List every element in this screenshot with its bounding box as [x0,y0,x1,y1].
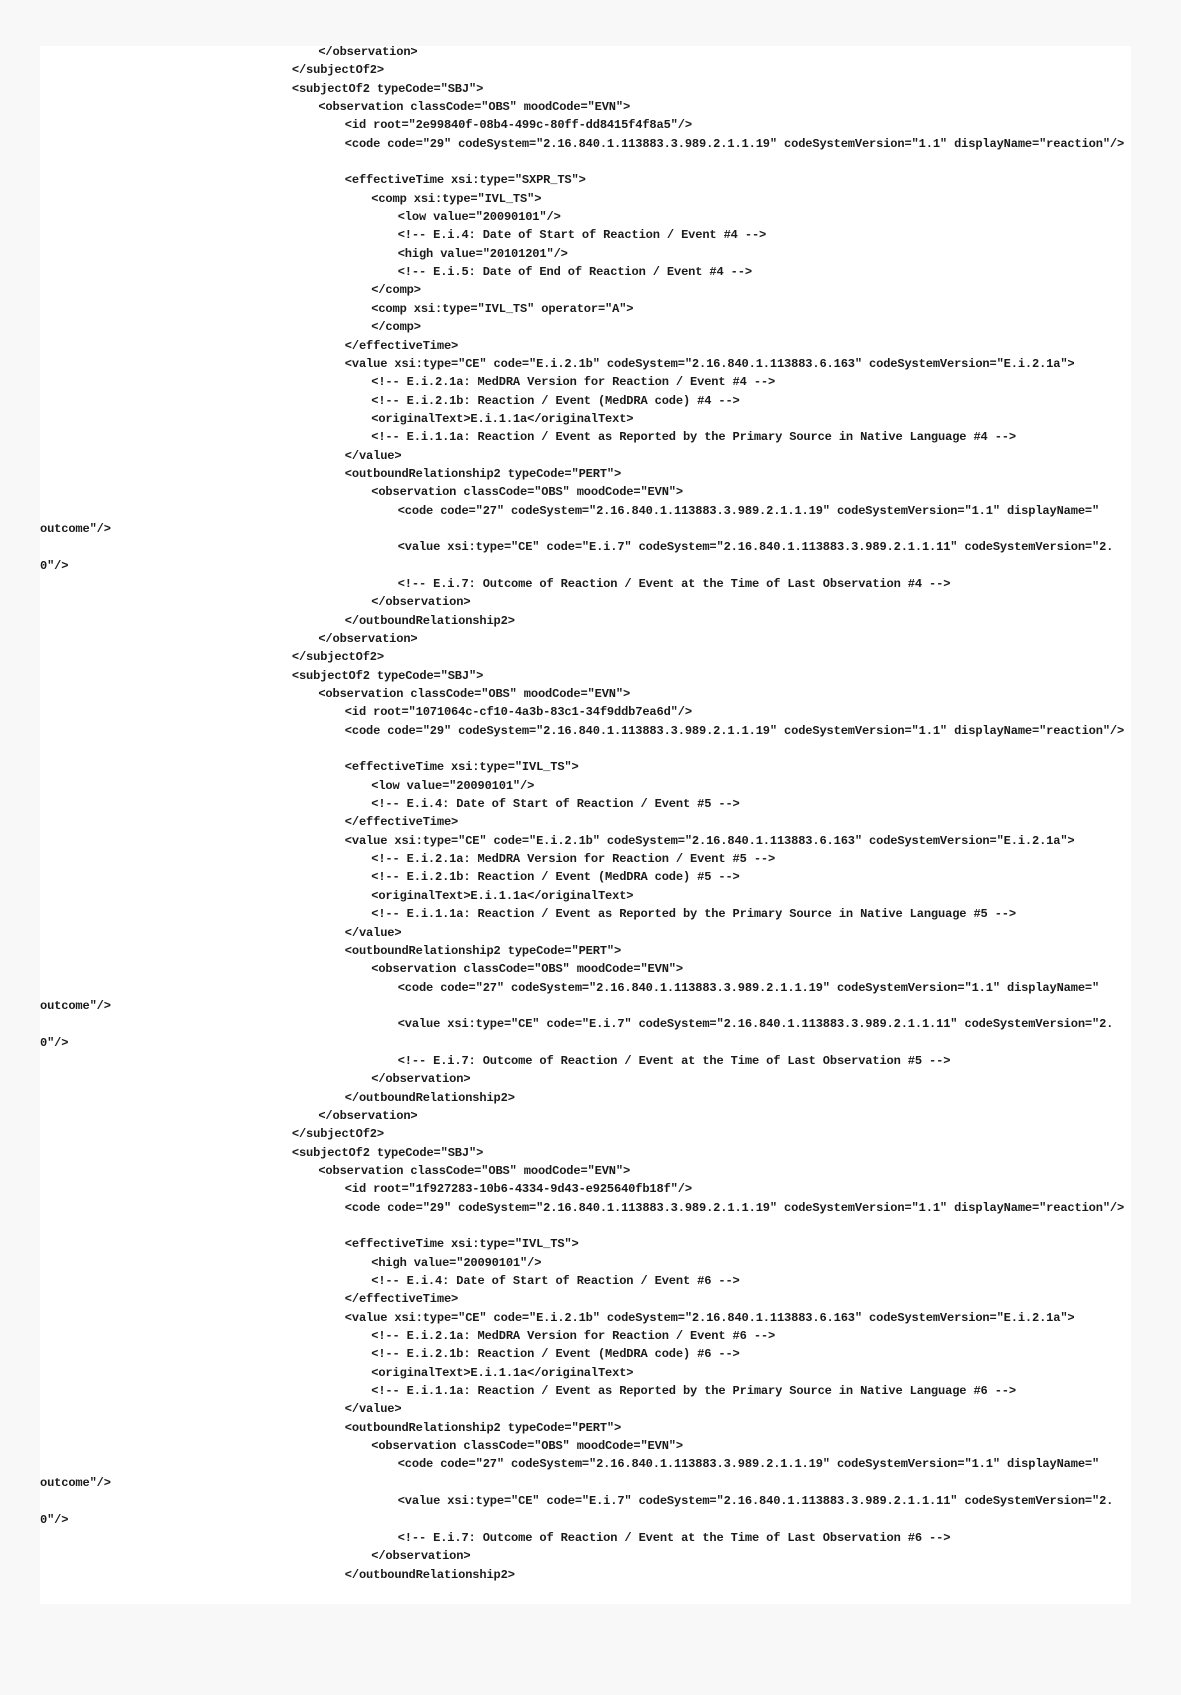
code-line-text: <!-- E.i.2.1b: Reaction / Event (MedDRA code) #4 --> [371,393,740,408]
code-line [40,832,1109,850]
code-line-text: 0"/> [40,1512,69,1527]
code-line [40,1327,1109,1345]
code-line-text: <value xsi:type="CE" code="E.i.7" codeSystem="2.16.840.1.113883.3.989.2.1.1.11" codeSystemVersion="2. [397,540,1114,555]
code-line-text: </observation> [371,595,471,610]
code-line-text: <!-- E.i.2.1b: Reaction / Event (MedDRA code) #6 --> [371,1347,740,1362]
code-line [40,447,1109,465]
code-line-text: <high value="20101201"/> [397,246,568,261]
code-line [40,43,1109,61]
code-line-text: <id root="1071064c-cf10-4a3b-83c1-34f9ddb7ea6d"/> [344,705,692,720]
code-line [40,1107,1109,1125]
code-line [40,722,1125,740]
code-line-text: <code code="29" codeSystem="2.16.840.1.113883.3.989.2.1.1.19" codeSystemVersion="1.1" displayName="reaction"/> [344,1200,1125,1215]
code-line-text: 0"/> [40,558,69,573]
code-line [40,98,1109,116]
code-line [40,685,1109,703]
code-line-text: outcome"/> [40,998,111,1013]
code-line-text: <!-- E.i.4: Date of Start of Reaction / Event #5 --> [371,797,740,812]
code-line-text: <!-- E.i.1.1a: Reaction / Event as Reported by the Primary Source in Native Language #6 --> [371,1384,1016,1399]
code-line [40,538,1114,556]
code-line [40,960,1109,978]
code-line-text: </value> [344,925,402,940]
code-line-text: <high value="20090101"/> [371,1255,542,1270]
code-line [40,410,1109,428]
code-line [40,428,1109,446]
code-line-text: </outboundRelationship2> [344,1567,515,1582]
code-line [40,502,1109,520]
code-line [40,813,1109,831]
code-line-text: <outboundRelationship2 typeCode="PERT"> [344,943,622,958]
code-line-text: <originalText>E.i.1.1a</originalText> [371,411,634,426]
code-line-text: <code code="29" codeSystem="2.16.840.1.113883.3.989.2.1.1.19" codeSystemVersion="1.1" displayName="reaction"/> [344,136,1125,151]
wrapped-code-line [40,1474,1109,1492]
code-line [40,1419,1109,1437]
code-line [40,1437,1109,1455]
blank-line [40,1217,1109,1235]
code-line [40,465,1109,483]
code-line [40,1015,1114,1033]
xml-code-listing [40,43,1125,1584]
code-line [40,1400,1109,1418]
code-line [40,777,1109,795]
code-line-text: </effectiveTime> [344,338,459,353]
code-line-text: </subjectOf2> [291,63,384,78]
code-line-text: </comp> [371,320,421,335]
code-line [40,850,1109,868]
code-line [40,1309,1109,1327]
code-line-text: <code code="29" codeSystem="2.16.840.1.113883.3.989.2.1.1.19" codeSystemVersion="1.1" displayName="reaction"/> [344,723,1125,738]
code-line-text: </value> [344,1402,402,1417]
code-line-text: </observation> [318,1108,418,1123]
code-line [40,1180,1109,1198]
code-line [40,1070,1109,1088]
code-line [40,1089,1109,1107]
code-line-text: <originalText>E.i.1.1a</originalText> [371,1365,634,1380]
code-line [40,373,1109,391]
code-line-text: </subjectOf2> [291,1127,384,1142]
code-line [40,1254,1109,1272]
code-line [40,116,1109,134]
code-line-text: <comp xsi:type="IVL_TS"> [371,191,542,206]
code-line [40,245,1109,263]
code-line [40,1235,1109,1253]
code-line [40,1052,1109,1070]
code-line [40,758,1109,776]
code-line-text: <code code="27" codeSystem="2.16.840.1.113883.3.989.2.1.1.19" codeSystemVersion="1.1" displayName=" [397,503,1100,518]
code-line [40,483,1109,501]
code-line-text: <effectiveTime xsi:type="IVL_TS"> [344,1237,579,1252]
code-line-text: <observation classCode="OBS" moodCode="EVN"> [371,485,683,500]
code-line-text: </observation> [318,632,418,646]
code-line [40,630,1109,648]
code-line [40,1125,1109,1143]
code-line-text: <observation classCode="OBS" moodCode="EVN"> [371,962,683,977]
code-line [40,318,1109,336]
code-line-text: <id root="2e99840f-08b4-499c-80ff-dd8415f4f8a5"/> [344,118,692,133]
code-line-text: <originalText>E.i.1.1a</originalText> [371,888,634,903]
code-line-text: <value xsi:type="CE" code="E.i.7" codeSystem="2.16.840.1.113883.3.989.2.1.1.11" codeSystemVersion="2. [397,1017,1114,1032]
code-line [40,1529,1109,1547]
code-line [40,135,1125,153]
code-line-text: <!-- E.i.4: Date of Start of Reaction / Event #6 --> [371,1274,740,1289]
code-line-text: <!-- E.i.2.1b: Reaction / Event (MedDRA code) #5 --> [371,870,740,885]
code-line [40,80,1109,98]
code-line-text: <id root="1f927283-10b6-4334-9d43-e925640fb18f"/> [344,1182,692,1197]
code-line-text: </subjectOf2> [291,650,384,665]
code-line-text: <!-- E.i.7: Outcome of Reaction / Event at the Time of Last Observation #4 --> [397,576,951,591]
code-line-text: <comp xsi:type="IVL_TS" operator="A"> [371,301,634,316]
code-line-text: <effectiveTime xsi:type="IVL_TS"> [344,760,579,775]
code-line-text: <code code="27" codeSystem="2.16.840.1.113883.3.989.2.1.1.19" codeSystemVersion="1.1" displayName=" [397,980,1100,995]
code-line-text: <outboundRelationship2 typeCode="PERT"> [344,1420,622,1435]
code-line-text: <!-- E.i.7: Outcome of Reaction / Event at the Time of Last Observation #5 --> [397,1053,951,1068]
code-line-text: </effectiveTime> [344,815,459,830]
code-line [40,226,1109,244]
code-line-text: <outboundRelationship2 typeCode="PERT"> [344,466,622,481]
code-line-text: <!-- E.i.1.1a: Reaction / Event as Reported by the Primary Source in Native Language #5 --> [371,907,1016,922]
code-line [40,1364,1109,1382]
code-line-text: <subjectOf2 typeCode="SBJ"> [291,1145,484,1160]
code-line-text: <value xsi:type="CE" code="E.i.2.1b" codeSystem="2.16.840.1.113883.6.163" codeSystemVersion="E.i.2.1a"> [344,833,1075,848]
code-line [40,887,1109,905]
code-line [40,300,1109,318]
code-line [40,667,1109,685]
code-line [40,1455,1109,1473]
code-line-text: <observation classCode="OBS" moodCode="EVN"> [371,1439,683,1454]
code-line-text: <value xsi:type="CE" code="E.i.2.1b" codeSystem="2.16.840.1.113883.6.163" codeSystemVersion="E.i.2.1a"> [344,356,1075,371]
code-line [40,263,1109,281]
code-line-text: <low value="20090101"/> [371,778,535,793]
code-line-text: </observation> [318,45,418,59]
code-line-text: 0"/> [40,1035,69,1050]
code-line [40,1199,1125,1217]
code-line-text: </outboundRelationship2> [344,613,515,628]
code-line [40,612,1109,630]
code-line-text: </observation> [371,1072,471,1087]
code-line-text: <observation classCode="OBS" moodCode="EVN"> [318,100,631,115]
code-line [40,208,1109,226]
code-line-text: </observation> [371,1549,471,1564]
code-line [40,905,1109,923]
code-line-text: <low value="20090101"/> [397,210,561,225]
code-line [40,1492,1114,1510]
code-line [40,593,1109,611]
code-line-text: <value xsi:type="CE" code="E.i.7" codeSystem="2.16.840.1.113883.3.989.2.1.1.11" codeSystemVersion="2. [397,1494,1114,1509]
code-line [40,1345,1109,1363]
code-line [40,575,1109,593]
code-line-text: <!-- E.i.2.1a: MedDRA Version for Reaction / Event #6 --> [371,1329,776,1344]
code-line [40,648,1109,666]
code-line-text: </outboundRelationship2> [344,1090,515,1105]
code-line-text: <observation classCode="OBS" moodCode="EVN"> [318,1163,631,1178]
code-line-text: outcome"/> [40,521,111,536]
blank-line [40,153,1109,171]
code-line [40,1272,1109,1290]
code-line [40,1566,1109,1584]
code-line [40,1144,1109,1162]
code-line [40,1162,1109,1180]
code-line [40,1290,1109,1308]
code-line-text: <subjectOf2 typeCode="SBJ"> [291,668,484,683]
code-line-text: <!-- E.i.2.1a: MedDRA Version for Reaction / Event #5 --> [371,852,776,867]
code-line [40,190,1109,208]
code-line [40,355,1109,373]
code-line-text: <subjectOf2 typeCode="SBJ"> [291,81,484,96]
code-line-text: <effectiveTime xsi:type="SXPR_TS"> [344,173,586,188]
code-line-text: </value> [344,448,402,463]
document-page [40,46,1131,1604]
code-line-text: outcome"/> [40,1475,111,1490]
code-line-text: <!-- E.i.7: Outcome of Reaction / Event at the Time of Last Observation #6 --> [397,1530,951,1545]
code-line-text: <code code="27" codeSystem="2.16.840.1.113883.3.989.2.1.1.19" codeSystemVersion="1.1" displayName=" [397,1457,1100,1472]
code-line-text: <!-- E.i.1.1a: Reaction / Event as Reported by the Primary Source in Native Language #4 --> [371,430,1016,445]
wrapped-code-line [40,520,1109,538]
code-line-text: </comp> [371,283,421,298]
code-line [40,868,1109,886]
code-line [40,924,1109,942]
code-line [40,61,1109,79]
code-line [40,942,1109,960]
code-line-text: <value xsi:type="CE" code="E.i.2.1b" codeSystem="2.16.840.1.113883.6.163" codeSystemVersion="E.i.2.1a"> [344,1310,1075,1325]
code-line [40,171,1109,189]
code-line [40,795,1109,813]
code-line [40,1547,1109,1565]
code-line [40,1382,1109,1400]
code-line [40,979,1109,997]
code-line [40,281,1109,299]
blank-line [40,740,1109,758]
code-line-text: <observation classCode="OBS" moodCode="EVN"> [318,687,631,702]
code-line-text: <!-- E.i.4: Date of Start of Reaction / Event #4 --> [397,228,767,243]
wrapped-code-line [40,1034,1109,1052]
code-line-text: </effectiveTime> [344,1292,459,1307]
code-line-text: <!-- E.i.2.1a: MedDRA Version for Reaction / Event #4 --> [371,375,776,390]
wrapped-code-line [40,1511,1109,1529]
wrapped-code-line [40,997,1109,1015]
wrapped-code-line [40,557,1109,575]
code-line [40,392,1109,410]
code-line [40,703,1109,721]
code-line-text: <!-- E.i.5: Date of End of Reaction / Event #4 --> [397,265,752,280]
code-line [40,337,1109,355]
